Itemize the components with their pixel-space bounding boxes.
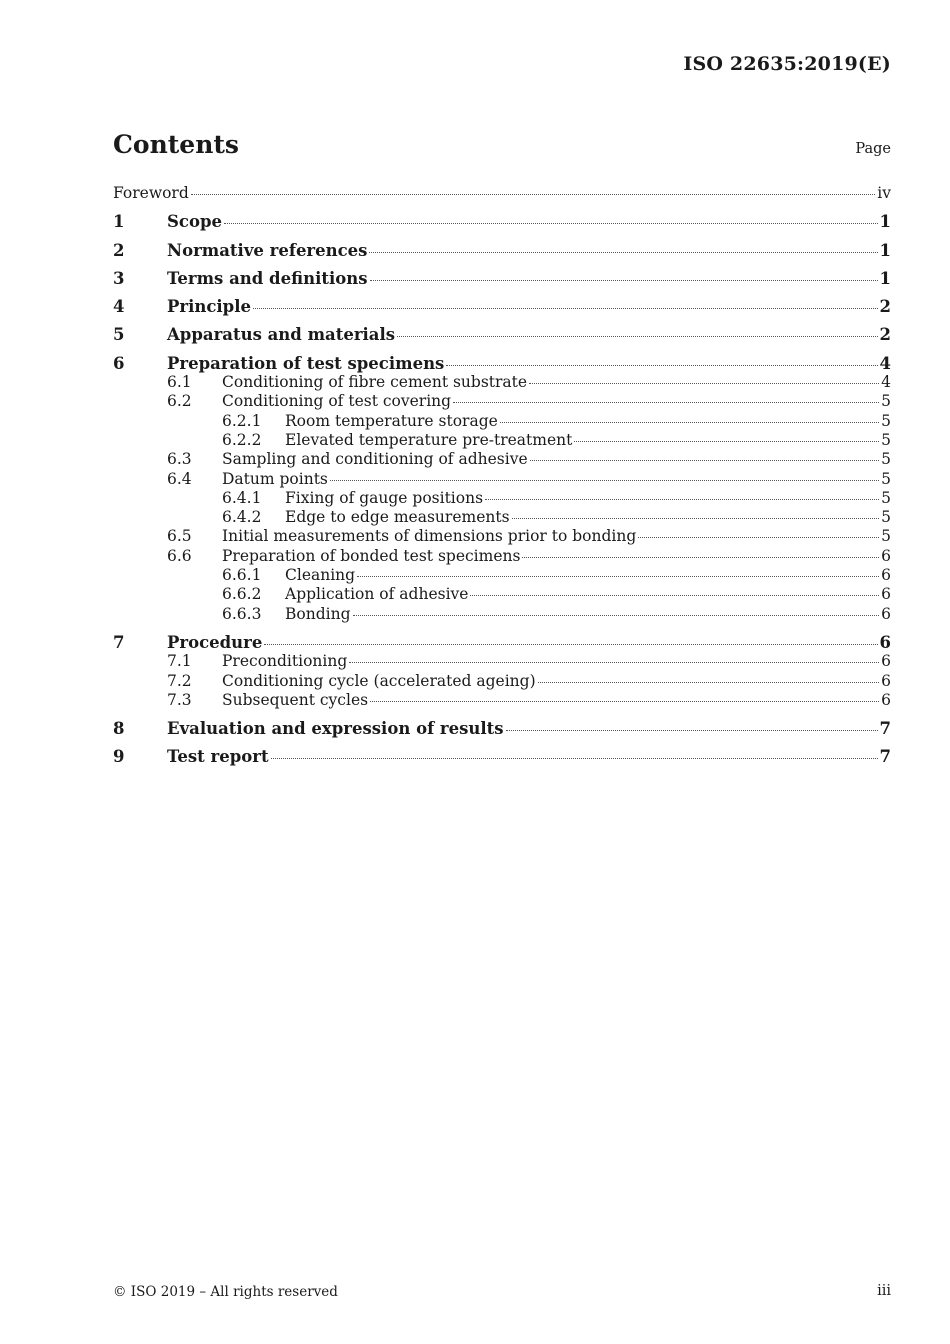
toc-entry[interactable] xyxy=(113,605,891,624)
toc-entry-number: 6.6 xyxy=(167,546,192,565)
toc-entry-title: Terms and definitions xyxy=(167,268,368,288)
toc-entry-page: 4 xyxy=(879,353,891,373)
toc-entry-title: Principle xyxy=(167,297,251,317)
toc-entry-title: Conditioning of test covering xyxy=(222,392,452,411)
toc-entry-number: 6.6.1 xyxy=(222,566,262,585)
toc-entry-title: Subsequent cycles xyxy=(222,690,369,709)
toc-entry-title: Elevated temperature pre-treatment xyxy=(285,430,573,449)
toc-entry[interactable] xyxy=(113,747,891,766)
toc-entry-page: 6 xyxy=(881,690,891,709)
toc-entry-page: 6 xyxy=(881,652,891,671)
toc-dot-leader xyxy=(512,518,880,519)
toc-entry-number: 7 xyxy=(113,632,125,652)
toc-entry-title: Conditioning of fibre cement substrate xyxy=(222,373,528,392)
toc-entry-page: 4 xyxy=(881,373,891,392)
footer-copyright: © ISO 2019 – All rights reserved xyxy=(113,1284,338,1300)
toc-entry[interactable] xyxy=(113,470,891,489)
toc-entry-title: Test report xyxy=(167,747,269,767)
toc-dot-leader xyxy=(500,422,879,423)
toc-entry-number: 7.3 xyxy=(167,690,192,709)
toc-entry-number: 6.4.1 xyxy=(222,488,262,507)
toc-entry-page: 6 xyxy=(879,632,891,652)
toc-entry-number: 5 xyxy=(113,325,125,345)
toc-entry[interactable] xyxy=(113,585,891,604)
toc-entry-number: 6.1 xyxy=(167,373,192,392)
toc-entry-title: Datum points xyxy=(222,469,328,488)
toc-dot-leader xyxy=(574,441,879,442)
toc-dot-leader xyxy=(370,701,879,702)
toc-entry-number: 6.2.1 xyxy=(222,411,262,430)
toc-entry[interactable] xyxy=(113,325,891,344)
toc-entry-number: 6.2 xyxy=(167,392,192,411)
toc-entry-page: 5 xyxy=(881,488,891,507)
toc-entry-page: 6 xyxy=(881,585,891,604)
toc-entry-title: Foreword xyxy=(113,184,189,202)
toc-entry-title: Conditioning cycle (accelerated ageing) xyxy=(222,671,536,690)
toc-entry-title: Cleaning xyxy=(285,566,356,585)
document-id: ISO 22635:2019(E) xyxy=(683,53,891,75)
toc-entry-title: Evaluation and expression of results xyxy=(167,719,504,739)
toc-dot-leader xyxy=(349,662,879,663)
toc-entry-title: Preparation of bonded test specimens xyxy=(222,546,521,565)
toc-dot-leader xyxy=(522,557,879,558)
toc-entry-number: 1 xyxy=(113,212,125,232)
toc-entry[interactable] xyxy=(113,241,891,260)
toc-entry-title: Edge to edge measurements xyxy=(285,508,510,527)
toc-entry[interactable] xyxy=(113,297,891,316)
page-column-label: Page xyxy=(855,141,891,157)
contents-header xyxy=(113,130,891,164)
toc-entry-page: 1 xyxy=(879,268,891,288)
toc-dot-leader xyxy=(253,308,878,309)
toc-entry-number: 8 xyxy=(113,719,125,739)
toc-entry-page: 7 xyxy=(879,747,891,767)
toc-dot-leader xyxy=(470,595,879,596)
toc-entry-number: 3 xyxy=(113,268,125,288)
toc-entry-page: 1 xyxy=(879,240,891,260)
toc-entry-page: iv xyxy=(877,184,891,202)
toc-entry[interactable] xyxy=(113,392,891,411)
toc-entry-title: Scope xyxy=(167,212,223,232)
footer-page-number: iii xyxy=(877,1283,891,1299)
toc-entry-title: Procedure xyxy=(167,632,263,652)
toc-dot-leader xyxy=(353,615,880,616)
toc-entry-title: Apparatus and materials xyxy=(167,325,396,345)
toc-dot-leader xyxy=(224,223,878,224)
toc-entry-page: 1 xyxy=(879,212,891,232)
toc-entry-number: 4 xyxy=(113,297,125,317)
toc-entry-title: Bonding xyxy=(285,604,351,623)
toc-entry-page: 5 xyxy=(881,430,891,449)
toc-entry[interactable] xyxy=(113,672,891,691)
toc-entry-page: 6 xyxy=(881,566,891,585)
toc-dot-leader xyxy=(369,252,877,253)
toc-entry-number: 6 xyxy=(113,353,125,373)
toc-entry[interactable] xyxy=(113,450,891,469)
toc-entry-page: 5 xyxy=(881,527,891,546)
toc-entry-title: Preparation of test specimens xyxy=(167,353,445,373)
toc-entry[interactable] xyxy=(113,691,891,710)
toc-entry[interactable] xyxy=(113,412,891,431)
toc-entry-number: 7.2 xyxy=(167,671,192,690)
toc-dot-leader xyxy=(330,480,879,481)
toc-entry-number: 6.5 xyxy=(167,527,192,546)
table-of-contents xyxy=(113,184,891,767)
toc-entry[interactable] xyxy=(113,633,891,652)
toc-entry[interactable] xyxy=(113,184,891,203)
toc-entry-title: Application of adhesive xyxy=(285,585,469,604)
toc-entry-number: 6.2.2 xyxy=(222,430,262,449)
toc-entry-title: Sampling and conditioning of adhesive xyxy=(222,450,528,469)
toc-dot-leader xyxy=(485,499,879,500)
toc-dot-leader xyxy=(271,758,878,759)
toc-dot-leader xyxy=(446,365,877,366)
toc-dot-leader xyxy=(506,730,878,731)
toc-entry-page: 5 xyxy=(881,508,891,527)
toc-entry-page: 7 xyxy=(879,719,891,739)
toc-entry[interactable] xyxy=(113,373,891,392)
toc-entry[interactable] xyxy=(113,527,891,546)
toc-entry-number: 9 xyxy=(113,747,125,767)
toc-dot-leader xyxy=(264,644,877,645)
toc-dot-leader xyxy=(357,576,879,577)
toc-entry[interactable] xyxy=(113,566,891,585)
toc-entry-number: 2 xyxy=(113,240,125,260)
toc-entry-page: 6 xyxy=(881,546,891,565)
toc-entry-page: 5 xyxy=(881,450,891,469)
toc-entry-number: 6.4.2 xyxy=(222,508,262,527)
toc-entry-number: 7.1 xyxy=(167,652,192,671)
toc-entry[interactable] xyxy=(113,508,891,527)
toc-entry-page: 5 xyxy=(881,411,891,430)
toc-entry[interactable] xyxy=(113,547,891,566)
toc-entry-number: 6.6.2 xyxy=(222,585,262,604)
toc-entry[interactable] xyxy=(113,489,891,508)
toc-entry-title: Preconditioning xyxy=(222,652,348,671)
toc-dot-leader xyxy=(529,383,879,384)
toc-entry-number: 6.3 xyxy=(167,450,192,469)
toc-entry[interactable] xyxy=(113,719,891,738)
toc-entry-title: Room temperature storage xyxy=(285,411,498,430)
toc-entry[interactable] xyxy=(113,269,891,288)
toc-entry-title: Fixing of gauge positions xyxy=(285,488,484,507)
toc-entry-page: 2 xyxy=(879,325,891,345)
toc-dot-leader xyxy=(453,402,879,403)
contents-title: Contents xyxy=(113,130,240,159)
toc-entry-page: 5 xyxy=(881,392,891,411)
toc-entry-page: 6 xyxy=(881,671,891,690)
toc-dot-leader xyxy=(397,336,877,337)
toc-entry[interactable] xyxy=(113,652,891,671)
toc-dot-leader xyxy=(538,682,880,683)
toc-entry-number: 6.6.3 xyxy=(222,604,262,623)
toc-entry-page: 2 xyxy=(879,297,891,317)
toc-entry[interactable] xyxy=(113,354,891,373)
toc-dot-leader xyxy=(370,280,878,281)
toc-entry-number: 6.4 xyxy=(167,469,192,488)
toc-dot-leader xyxy=(638,537,879,538)
toc-dot-leader xyxy=(530,460,880,461)
toc-entry-page: 5 xyxy=(881,469,891,488)
toc-entry-page: 6 xyxy=(881,604,891,623)
toc-dot-leader xyxy=(191,194,876,195)
toc-entry-title: Initial measurements of dimensions prior to bonding xyxy=(222,527,637,546)
toc-entry[interactable] xyxy=(113,212,891,231)
toc-entry[interactable] xyxy=(113,431,891,450)
toc-entry-title: Normative references xyxy=(167,240,368,260)
